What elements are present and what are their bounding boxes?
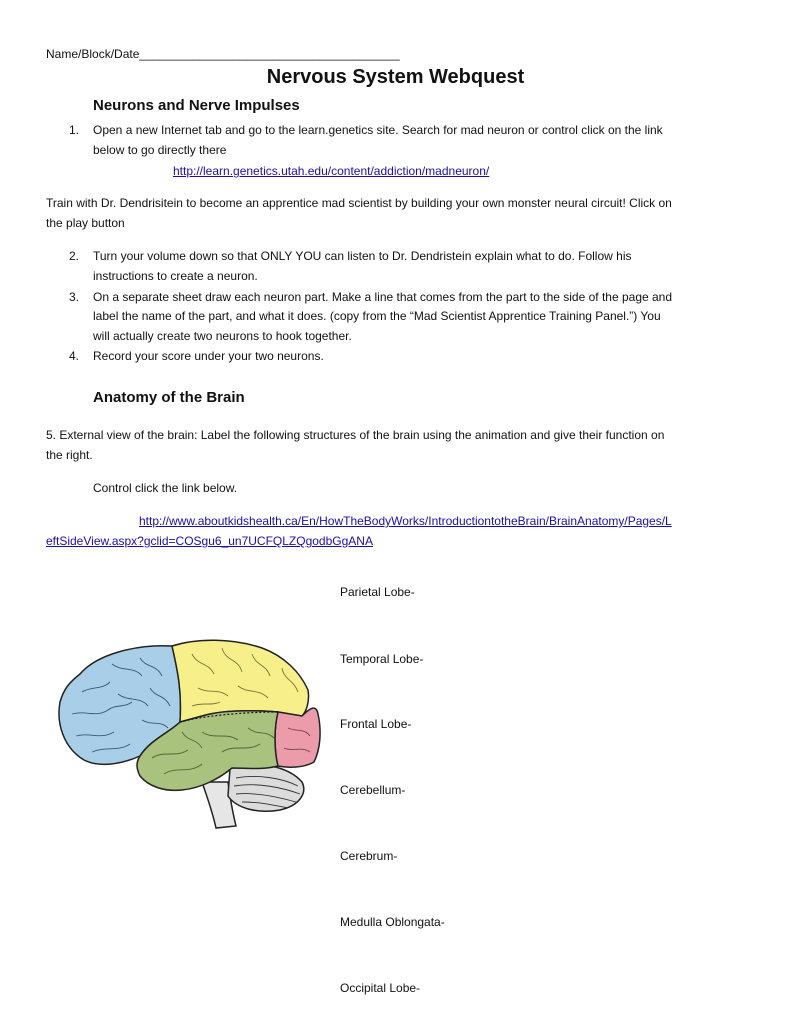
item1-line2: below to go directly there (93, 143, 227, 157)
list-number: 2. (68, 249, 79, 263)
item3-line1: On a separate sheet draw each neuron part. Make a line that comes from the part to the side of the page and (93, 290, 673, 304)
label-cerebellum: Cerebellum- (340, 783, 406, 797)
list-number: 4. (68, 349, 79, 363)
train-line2: the play button (46, 216, 125, 230)
list-number: 3. (68, 290, 79, 304)
occipital-lobe-shape (275, 708, 320, 767)
aboutkidshealth-link-line2[interactable]: eftSideView.aspx?gclid=COSgu6_un7UCFQLZQgodbGgANA (46, 534, 373, 548)
section-heading-neurons: Neurons and Nerve Impulses (93, 97, 300, 114)
item2-line1: Turn your volume down so that ONLY YOU can listen to Dr. Dendristein explain what to do. Follow his (93, 249, 632, 263)
train-line1: Train with Dr. Dendrisitein to become an apprentice mad scientist by building your own monster neural circuit! Click on (46, 196, 672, 210)
label-cerebrum: Cerebrum- (340, 849, 398, 863)
label-temporal-lobe: Temporal Lobe- (340, 652, 424, 666)
control-click-text: Control click the link below. (93, 481, 238, 495)
q5-line1: 5. External view of the brain: Label the following structures of the brain using the animation and give their function on (46, 428, 665, 442)
item2-line2: instructions to create a neuron. (93, 269, 258, 283)
label-occipital-lobe: Occipital Lobe- (340, 981, 421, 995)
item4-line1: Record your score under your two neurons. (93, 349, 324, 363)
label-frontal-lobe: Frontal Lobe- (340, 717, 412, 731)
item3-line2: label the name of the part, and what it does. (copy from the “Mad Scientist Apprentice Training Panel.”) You (93, 309, 661, 323)
name-block-date-line: Name/Block/Date_______________________________________ (46, 47, 400, 61)
section-heading-anatomy: Anatomy of the Brain (93, 389, 245, 406)
aboutkidshealth-link-line1[interactable]: http://www.aboutkidshealth.ca/En/HowTheBodyWorks/IntroductiontotheBrain/BrainAnatomy/Pages/L (139, 514, 672, 528)
page-title: Nervous System Webquest (266, 66, 525, 88)
brain-diagram (52, 632, 324, 832)
item3-line3: will actually create two neurons to hook together. (93, 329, 352, 343)
q5-line2: the right. (46, 448, 93, 462)
label-parietal-lobe: Parietal Lobe- (340, 585, 415, 599)
list-number: 1. (68, 123, 79, 137)
parietal-lobe-shape (172, 640, 309, 722)
item1-line1: Open a new Internet tab and go to the learn.genetics site. Search for mad neuron or control click on the link (93, 123, 663, 137)
learn-genetics-link[interactable]: http://learn.genetics.utah.edu/content/addiction/madneuron/ (173, 164, 490, 178)
label-medulla-oblongata: Medulla Oblongata- (340, 915, 445, 929)
